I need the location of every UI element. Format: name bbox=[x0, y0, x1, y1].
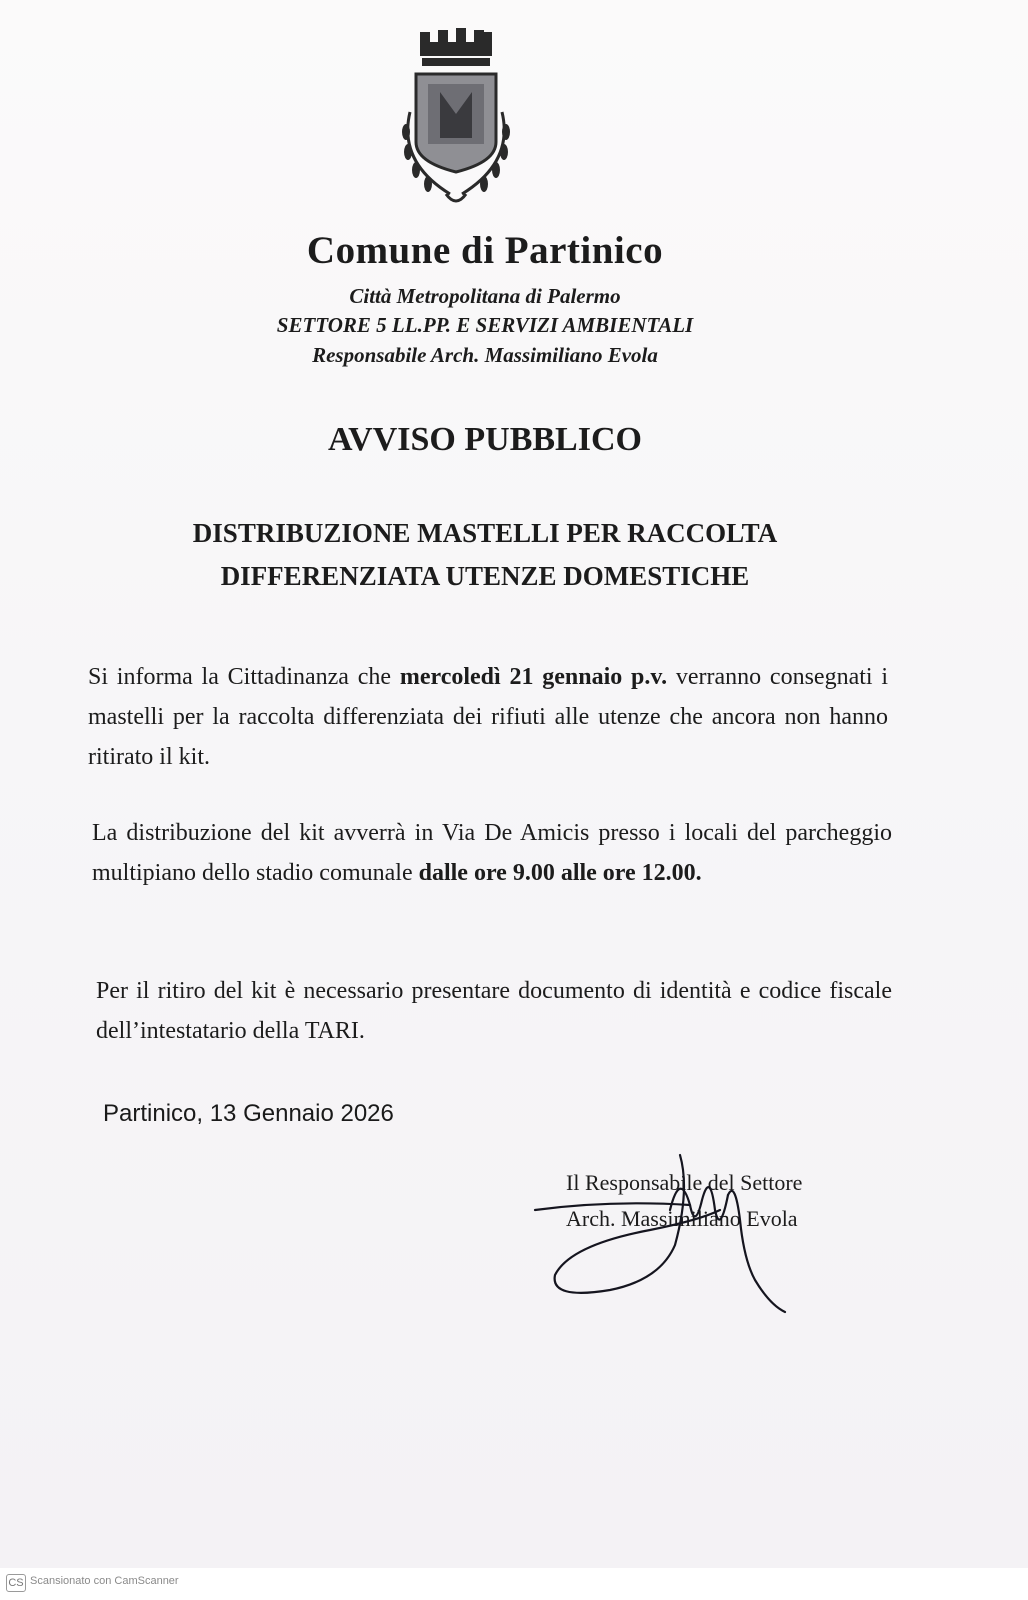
scanner-watermark-text: Scansionato con CamScanner bbox=[30, 1575, 179, 1587]
place-date: Partinico, 13 Gennaio 2026 bbox=[103, 1100, 394, 1127]
paragraph-2-hours-bold: dalle ore 9.00 alle ore 12.00. bbox=[418, 860, 702, 886]
metropolitan-city-subtitle: Città Metropolitana di Palermo bbox=[349, 284, 621, 308]
paragraph-1-date-bold: mercoledì 21 gennaio p.v. bbox=[399, 664, 668, 690]
signatory-role: Il Responsabile del Settore bbox=[566, 1170, 803, 1195]
handwritten-signature bbox=[530, 1150, 860, 1320]
paragraph-requirements: Per il ritiro del kit è necessario presentare documento di identità e codice fiscale dell’intestatario della TARI. bbox=[96, 978, 892, 1044]
paragraph-1-text-a: Si informa la Cittadinanza che bbox=[88, 664, 400, 690]
municipal-crest-icon bbox=[380, 22, 540, 222]
camscanner-logo: CS bbox=[6, 1574, 26, 1592]
subject-line-1: DISTRIBUZIONE MASTELLI PER RACCOLTA bbox=[192, 518, 778, 548]
paragraph-2-text-a: La distribuzione del kit avverrà in Via De Amicis presso i locali del parcheggio multipiano dello stadio comunale bbox=[92, 820, 892, 886]
notice-title: AVVISO PUBBLICO bbox=[328, 421, 642, 458]
notice-subject bbox=[0, 512, 970, 598]
signatory-name: Arch. Massimiliano Evola bbox=[566, 1206, 798, 1231]
paragraph-announcement bbox=[88, 657, 888, 777]
paragraph-1-text-c: verranno consegnati i mastelli per la raccolta differenziata dei rifiuti alle utenze che ancora non hanno ritirato il kit. bbox=[88, 664, 889, 770]
paragraph-location bbox=[92, 813, 892, 893]
municipality-title: Comune di Partinico bbox=[306, 229, 664, 272]
manager-subtitle: Responsabile Arch. Massimiliano Evola bbox=[312, 343, 658, 367]
subject-line-2: DIFFERENZIATA UTENZE DOMESTICHE bbox=[220, 561, 750, 591]
sector-subtitle: SETTORE 5 LL.PP. E SERVIZI AMBIENTALI bbox=[276, 313, 694, 337]
